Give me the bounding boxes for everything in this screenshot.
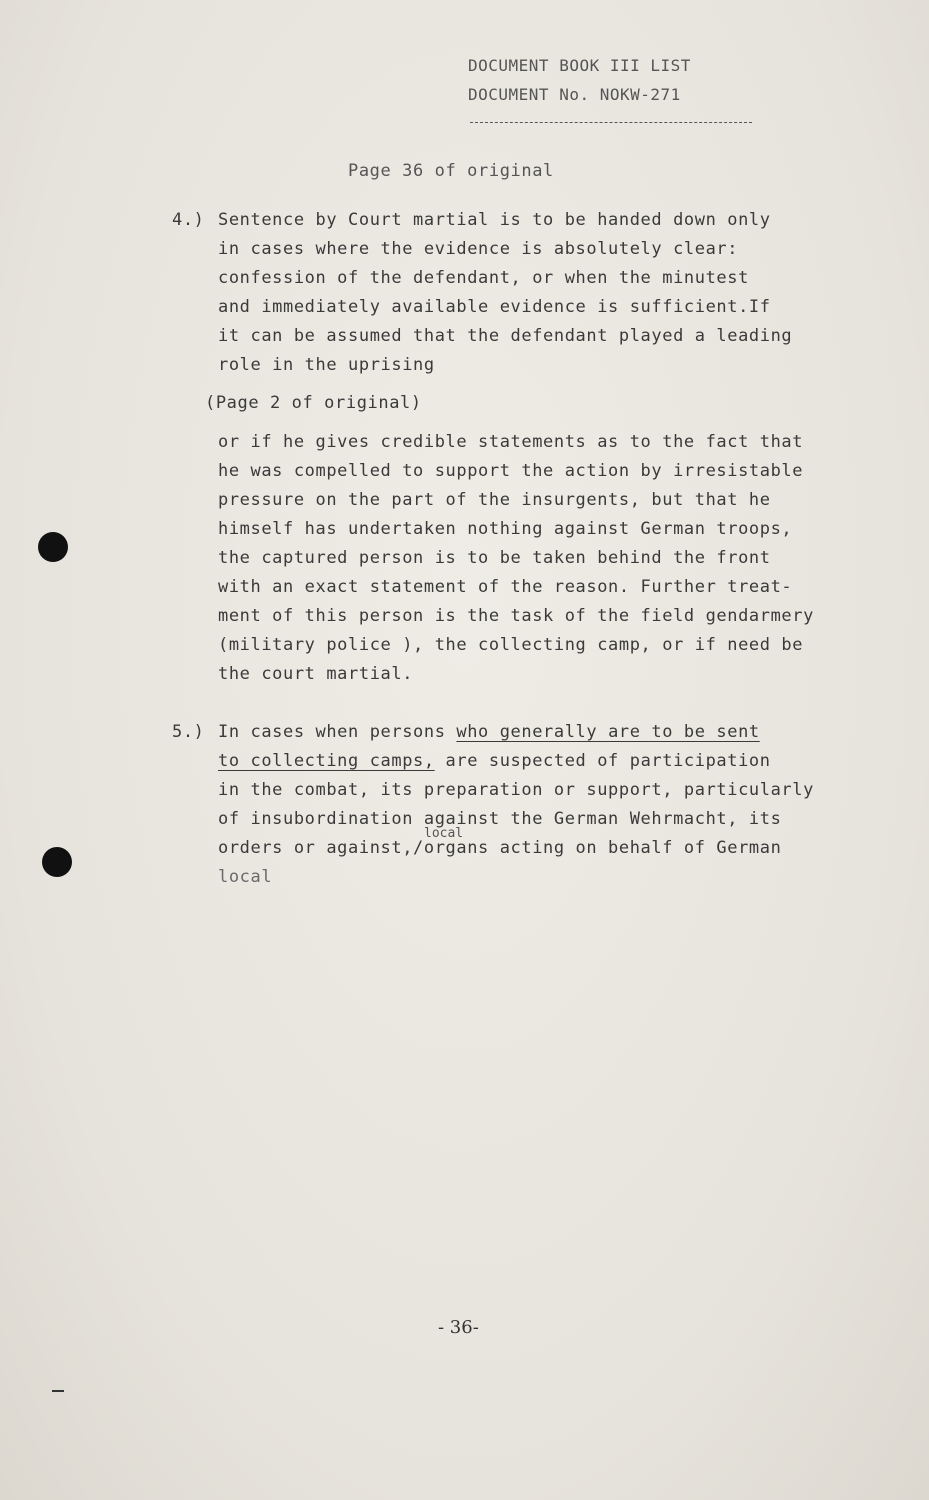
para4-cont-line: or if he gives credible statements as to the fact that (218, 432, 804, 452)
header-document-number: DOCUMENT No. NOKW-271 (468, 85, 681, 104)
para4-line: confession of the defendant, or when the minutest (218, 268, 749, 288)
para5-line-3: in the combat, its preparation or support, particularly (218, 780, 814, 800)
para4-line: Sentence by Court martial is to be handed down only (218, 210, 771, 230)
para5-line-5: orders or against,/organs acting on behalf of German (218, 838, 782, 858)
para4-line: it can be assumed that the defendant played a leading (218, 326, 793, 346)
para4-cont-line: he was compelled to support the action by irresistable (218, 461, 804, 481)
para4-line: and immediately available evidence is sufficient.If (218, 297, 771, 317)
para5-line1-text: In cases when persons (218, 722, 457, 742)
para4-cont-line: pressure on the part of the insurgents, but that he (218, 490, 771, 510)
para5-line-4: of insubordination against the German Wehrmacht, its (218, 809, 782, 829)
para4-number: 4.) (172, 210, 205, 230)
para5-line-2 (218, 751, 771, 771)
para5-line-6: local (218, 867, 273, 887)
punch-hole-upper (38, 532, 68, 562)
para4-cont-line: ment of this person is the task of the field gendarmery (218, 606, 814, 626)
page-number: - 36- (438, 1317, 479, 1338)
para4-cont-line: the court martial. (218, 664, 414, 684)
para5-line2-underlined: to collecting camps, (218, 751, 435, 771)
para4-cont-line: (military police ), the collecting camp, or if need be (218, 635, 804, 655)
punch-hole-lower (42, 847, 72, 877)
para4-cont-line: himself has undertaken nothing against German troops, (218, 519, 793, 539)
para4-line: role in the uprising (218, 355, 435, 375)
para4-cont-line: with an exact statement of the reason. Further treat- (218, 577, 793, 597)
header-rule (470, 122, 752, 123)
para5-insertion: local (424, 826, 464, 841)
page-reference-top: Page 36 of original (348, 161, 554, 181)
para5-line1-underlined: who generally are to be sent (456, 722, 760, 742)
header-book-line: DOCUMENT BOOK III LIST (468, 56, 691, 75)
stray-mark (52, 1390, 64, 1392)
para5-line2-text: are suspected of participation (434, 751, 771, 771)
para4-line: in cases where the evidence is absolutely clear: (218, 239, 739, 259)
para5-number: 5.) (172, 722, 205, 742)
page-reference-mid: (Page 2 of original) (205, 393, 422, 413)
para4-cont-line: the captured person is to be taken behind the front (218, 548, 771, 568)
para5-line-1 (218, 722, 760, 742)
